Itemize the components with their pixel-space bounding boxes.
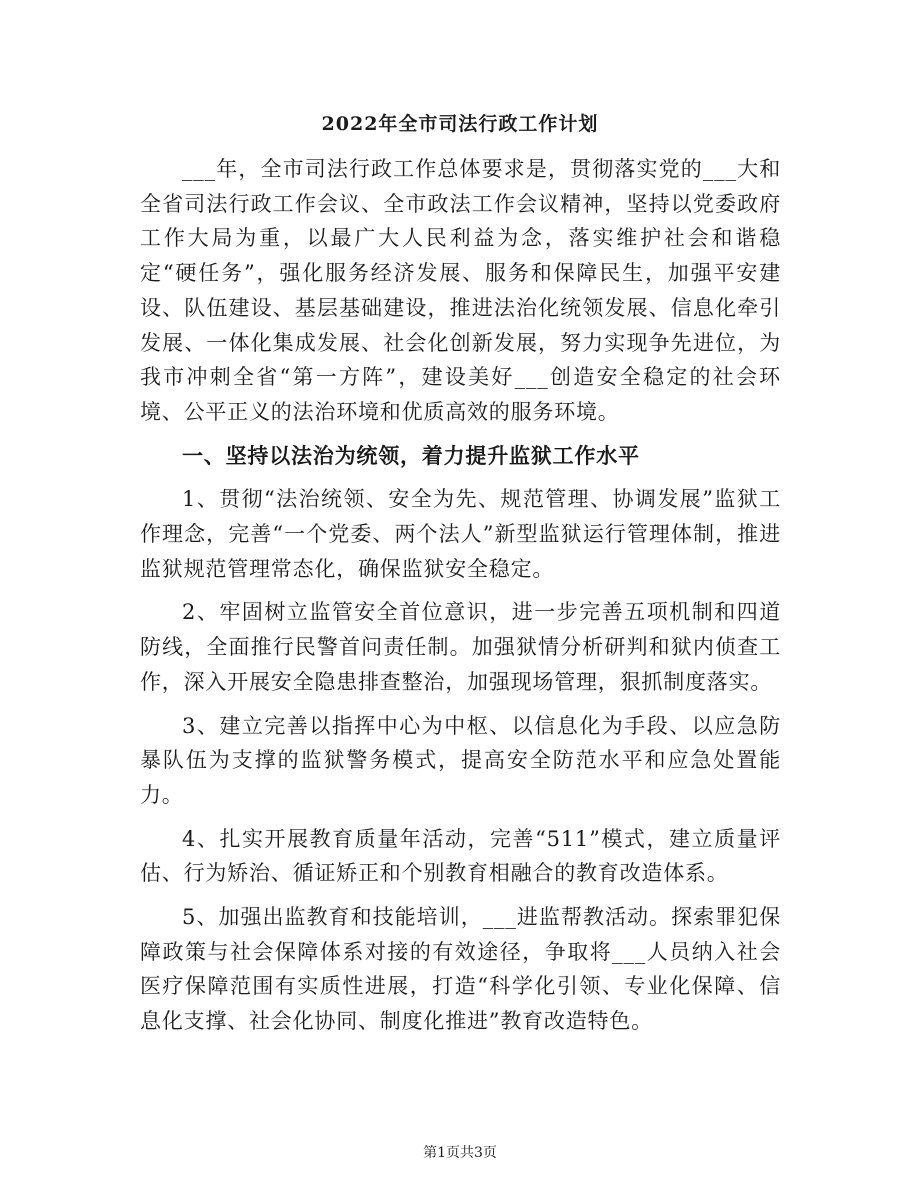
page-number: 第1页共3页 [423,1145,497,1161]
item-paragraph-5: 5、加强出监教育和技能培训，___进监帮教活动。探索罪犯保障政策与社会保障体系对接的有效途径，争取将___人员纳入社会医疗保障范围有实质性进展，打造“科学化引领、专业化保障、信息化支撑、社会化协同、制度化推进”教育改造特色。 [140,905,781,1034]
item-paragraph-1: 1、贯彻“法治统领、安全为先、规范管理、协调发展”监狱工作理念，完善“一个党委、两个法人”新型监狱运行管理体制，推进监狱规范管理常态化，确保监狱安全稳定。 [140,487,781,581]
item-paragraph-2: 2、牢固树立监管安全首位意识，进一步完善五项机制和四道防线，全面推行民警首问责任制。加强狱情分析研判和狱内侦查工作，深入开展安全隐患排查整治，加强现场管理，狠抓制度落实。 [140,600,781,694]
item-paragraph-4: 4、扎实开展教育质量年活动，完善“511”模式，建立质量评估、行为矫治、循证矫正和个别教育相融合的教育改造体系。 [140,826,781,886]
section-heading: 一、坚持以法治为统领，着力提升监狱工作水平 [182,442,640,468]
item-paragraph-3: 3、建立完善以指挥中心为中枢、以信息化为手段、以应急防暴队伍为支撑的监狱警务模式，提高安全防范水平和应急处置能力。 [140,713,781,807]
document-title: 2022年全市司法行政工作计划 [321,113,599,135]
intro-paragraph: ___年，全市司法行政工作总体要求是，贯彻落实党的___大和全省司法行政工作会议、全市政法工作会议精神，坚持以党委政府工作大局为重，以最广大人民利益为念，落实维护社会和谐稳定“硬任务”，强化服务经济发展、服务和保障民生，加强平安建设、队伍建设、基层基础建设，推进法治化统领发展、信息化牵引发展、一体化集成发展、社会化创新发展，努力实现争先进位，为我市冲刺全省“第一方阵”，建设美好___创造安全稳定的社会环境、公平正义的法治环境和优质高效的服务环境。 [140,157,781,424]
document-body [140,152,781,1039]
